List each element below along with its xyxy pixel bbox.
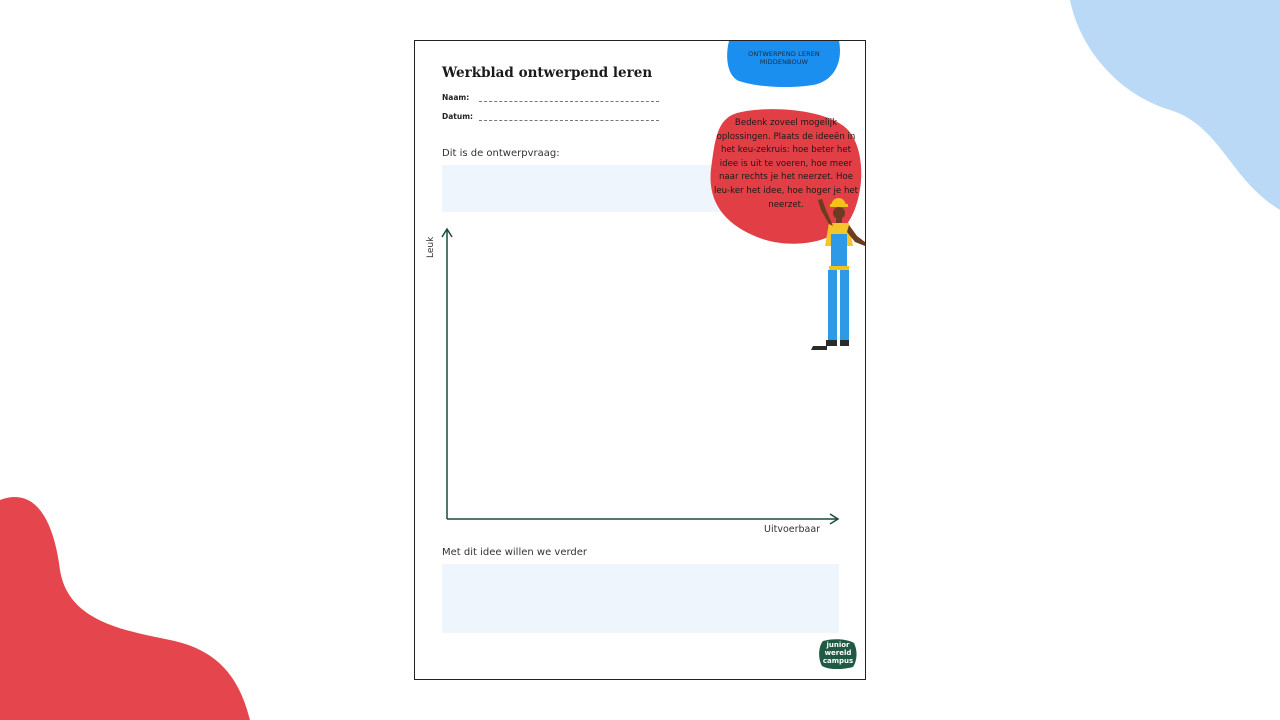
worksheet-page bbox=[414, 40, 866, 680]
decision-cross-axes bbox=[415, 221, 865, 541]
page-title: Werkblad ontwerpend leren bbox=[442, 65, 653, 81]
decorative-red-blob bbox=[0, 490, 260, 720]
logo-line-1: junior bbox=[826, 641, 850, 649]
logo-line-2: wereld bbox=[824, 649, 852, 657]
decorative-blue-blob bbox=[1060, 0, 1280, 220]
junior-wereld-campus-logo bbox=[819, 639, 857, 669]
design-question-box[interactable] bbox=[442, 165, 732, 212]
badge-line-2: MIDDENBOUW bbox=[759, 58, 809, 66]
x-axis-label: Uitvoerbaar bbox=[764, 524, 821, 535]
date-label: Datum: bbox=[442, 112, 474, 121]
instruction-text: Bedenk zoveel mogelijk oplossingen. Plaats de ideeën in het keu-zekruis: hoe beter het idee is uit te voeren, hoe meer naar rechts je het neerzet. Hoe leu-ker het idee, hoe hoger je het neerzet. bbox=[713, 118, 859, 210]
logo-line-3: campus bbox=[822, 657, 854, 665]
continue-box[interactable] bbox=[442, 564, 839, 633]
badge-line-1: ONTWERPEND LEREN bbox=[748, 50, 820, 58]
continue-label: Met dit idee willen we verder bbox=[442, 547, 588, 558]
name-field[interactable] bbox=[479, 101, 659, 102]
y-axis-label: Leuk bbox=[426, 236, 436, 258]
name-label: Naam: bbox=[442, 93, 470, 102]
date-field[interactable] bbox=[479, 120, 659, 121]
design-question-label: Dit is de ontwerpvraag: bbox=[442, 148, 560, 159]
category-badge bbox=[727, 41, 841, 87]
